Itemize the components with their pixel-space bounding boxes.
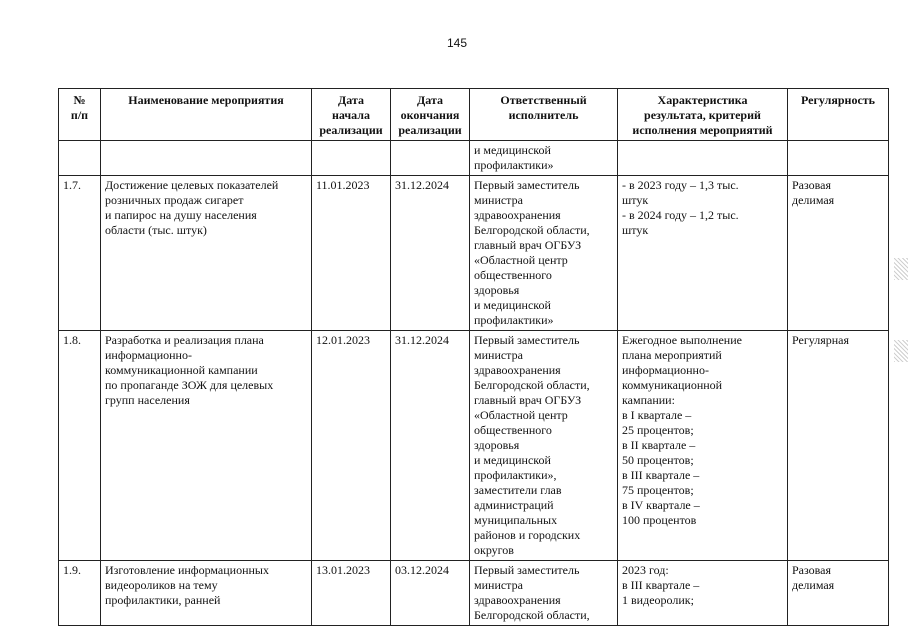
- header-start-date: Дата начала реализации: [312, 89, 391, 141]
- cell-result-criteria: [618, 141, 788, 176]
- cell-regularity: [788, 141, 889, 176]
- table-row: [59, 561, 889, 626]
- cell-number: 1.7.: [59, 176, 101, 331]
- cell-responsible: Первый заместитель министра здравоохранения Белгородской области, главный врач ОГБУЗ «Областной центр общественного здоровья и медицинской профилактики»: [470, 176, 618, 331]
- cell-start-date: 12.01.2023: [312, 331, 391, 561]
- cell-number: 1.8.: [59, 331, 101, 561]
- header-regularity: Регулярность: [788, 89, 889, 141]
- cell-number: 1.9.: [59, 561, 101, 626]
- header-number: № п/п: [59, 89, 101, 141]
- cell-result-criteria: Ежегодное выполнение плана мероприятий информационно- коммуникационной кампании: в I квартале – 25 процентов; в II квартале – 50 процентов; в III квартале – 75 процентов; в IV квартале – 100 процентов: [618, 331, 788, 561]
- cell-result-criteria: - в 2023 году – 1,3 тыс. штук - в 2024 году – 1,2 тыс. штук: [618, 176, 788, 331]
- cell-number: [59, 141, 101, 176]
- cell-end-date: 31.12.2024: [391, 176, 470, 331]
- header-responsible: Ответственный исполнитель: [470, 89, 618, 141]
- cell-end-date: [391, 141, 470, 176]
- header-end-date: Дата окончания реализации: [391, 89, 470, 141]
- cell-start-date: 11.01.2023: [312, 176, 391, 331]
- cell-event-name: [101, 141, 312, 176]
- cell-end-date: 03.12.2024: [391, 561, 470, 626]
- table-row: [59, 176, 889, 331]
- cell-responsible: Первый заместитель министра здравоохранения Белгородской области,: [470, 561, 618, 626]
- header-result-criteria: Характеристика результата, критерий исполнения мероприятий: [618, 89, 788, 141]
- table-row: [59, 141, 889, 176]
- cell-regularity: Разовая делимая: [788, 561, 889, 626]
- table-header-row: [59, 89, 889, 141]
- cell-event-name: Изготовление информационных видеороликов на тему профилактики, ранней: [101, 561, 312, 626]
- cell-start-date: [312, 141, 391, 176]
- cell-regularity: Регулярная: [788, 331, 889, 561]
- header-event-name: Наименование мероприятия: [101, 89, 312, 141]
- page-number: 145: [446, 36, 468, 50]
- table-row: [59, 331, 889, 561]
- cell-start-date: 13.01.2023: [312, 561, 391, 626]
- cell-responsible: и медицинской профилактики»: [470, 141, 618, 176]
- cell-event-name: Разработка и реализация плана информационно- коммуникационной кампании по пропаганде ЗОЖ для целевых групп населения: [101, 331, 312, 561]
- cell-end-date: 31.12.2024: [391, 331, 470, 561]
- cell-event-name: Достижение целевых показателей розничных продаж сигарет и папирос на душу населения области (тыс. штук): [101, 176, 312, 331]
- cell-responsible: Первый заместитель министра здравоохранения Белгородской области, главный врач ОГБУЗ «Областной центр общественного здоровья и медицинской профилактики», заместители глав администраций муниципальных районов и городских округов: [470, 331, 618, 561]
- events-table: [58, 88, 889, 626]
- cell-result-criteria: 2023 год: в III квартале – 1 видеоролик;: [618, 561, 788, 626]
- cell-regularity: Разовая делимая: [788, 176, 889, 331]
- scan-artifact: [894, 258, 908, 280]
- scan-artifact: [894, 340, 908, 362]
